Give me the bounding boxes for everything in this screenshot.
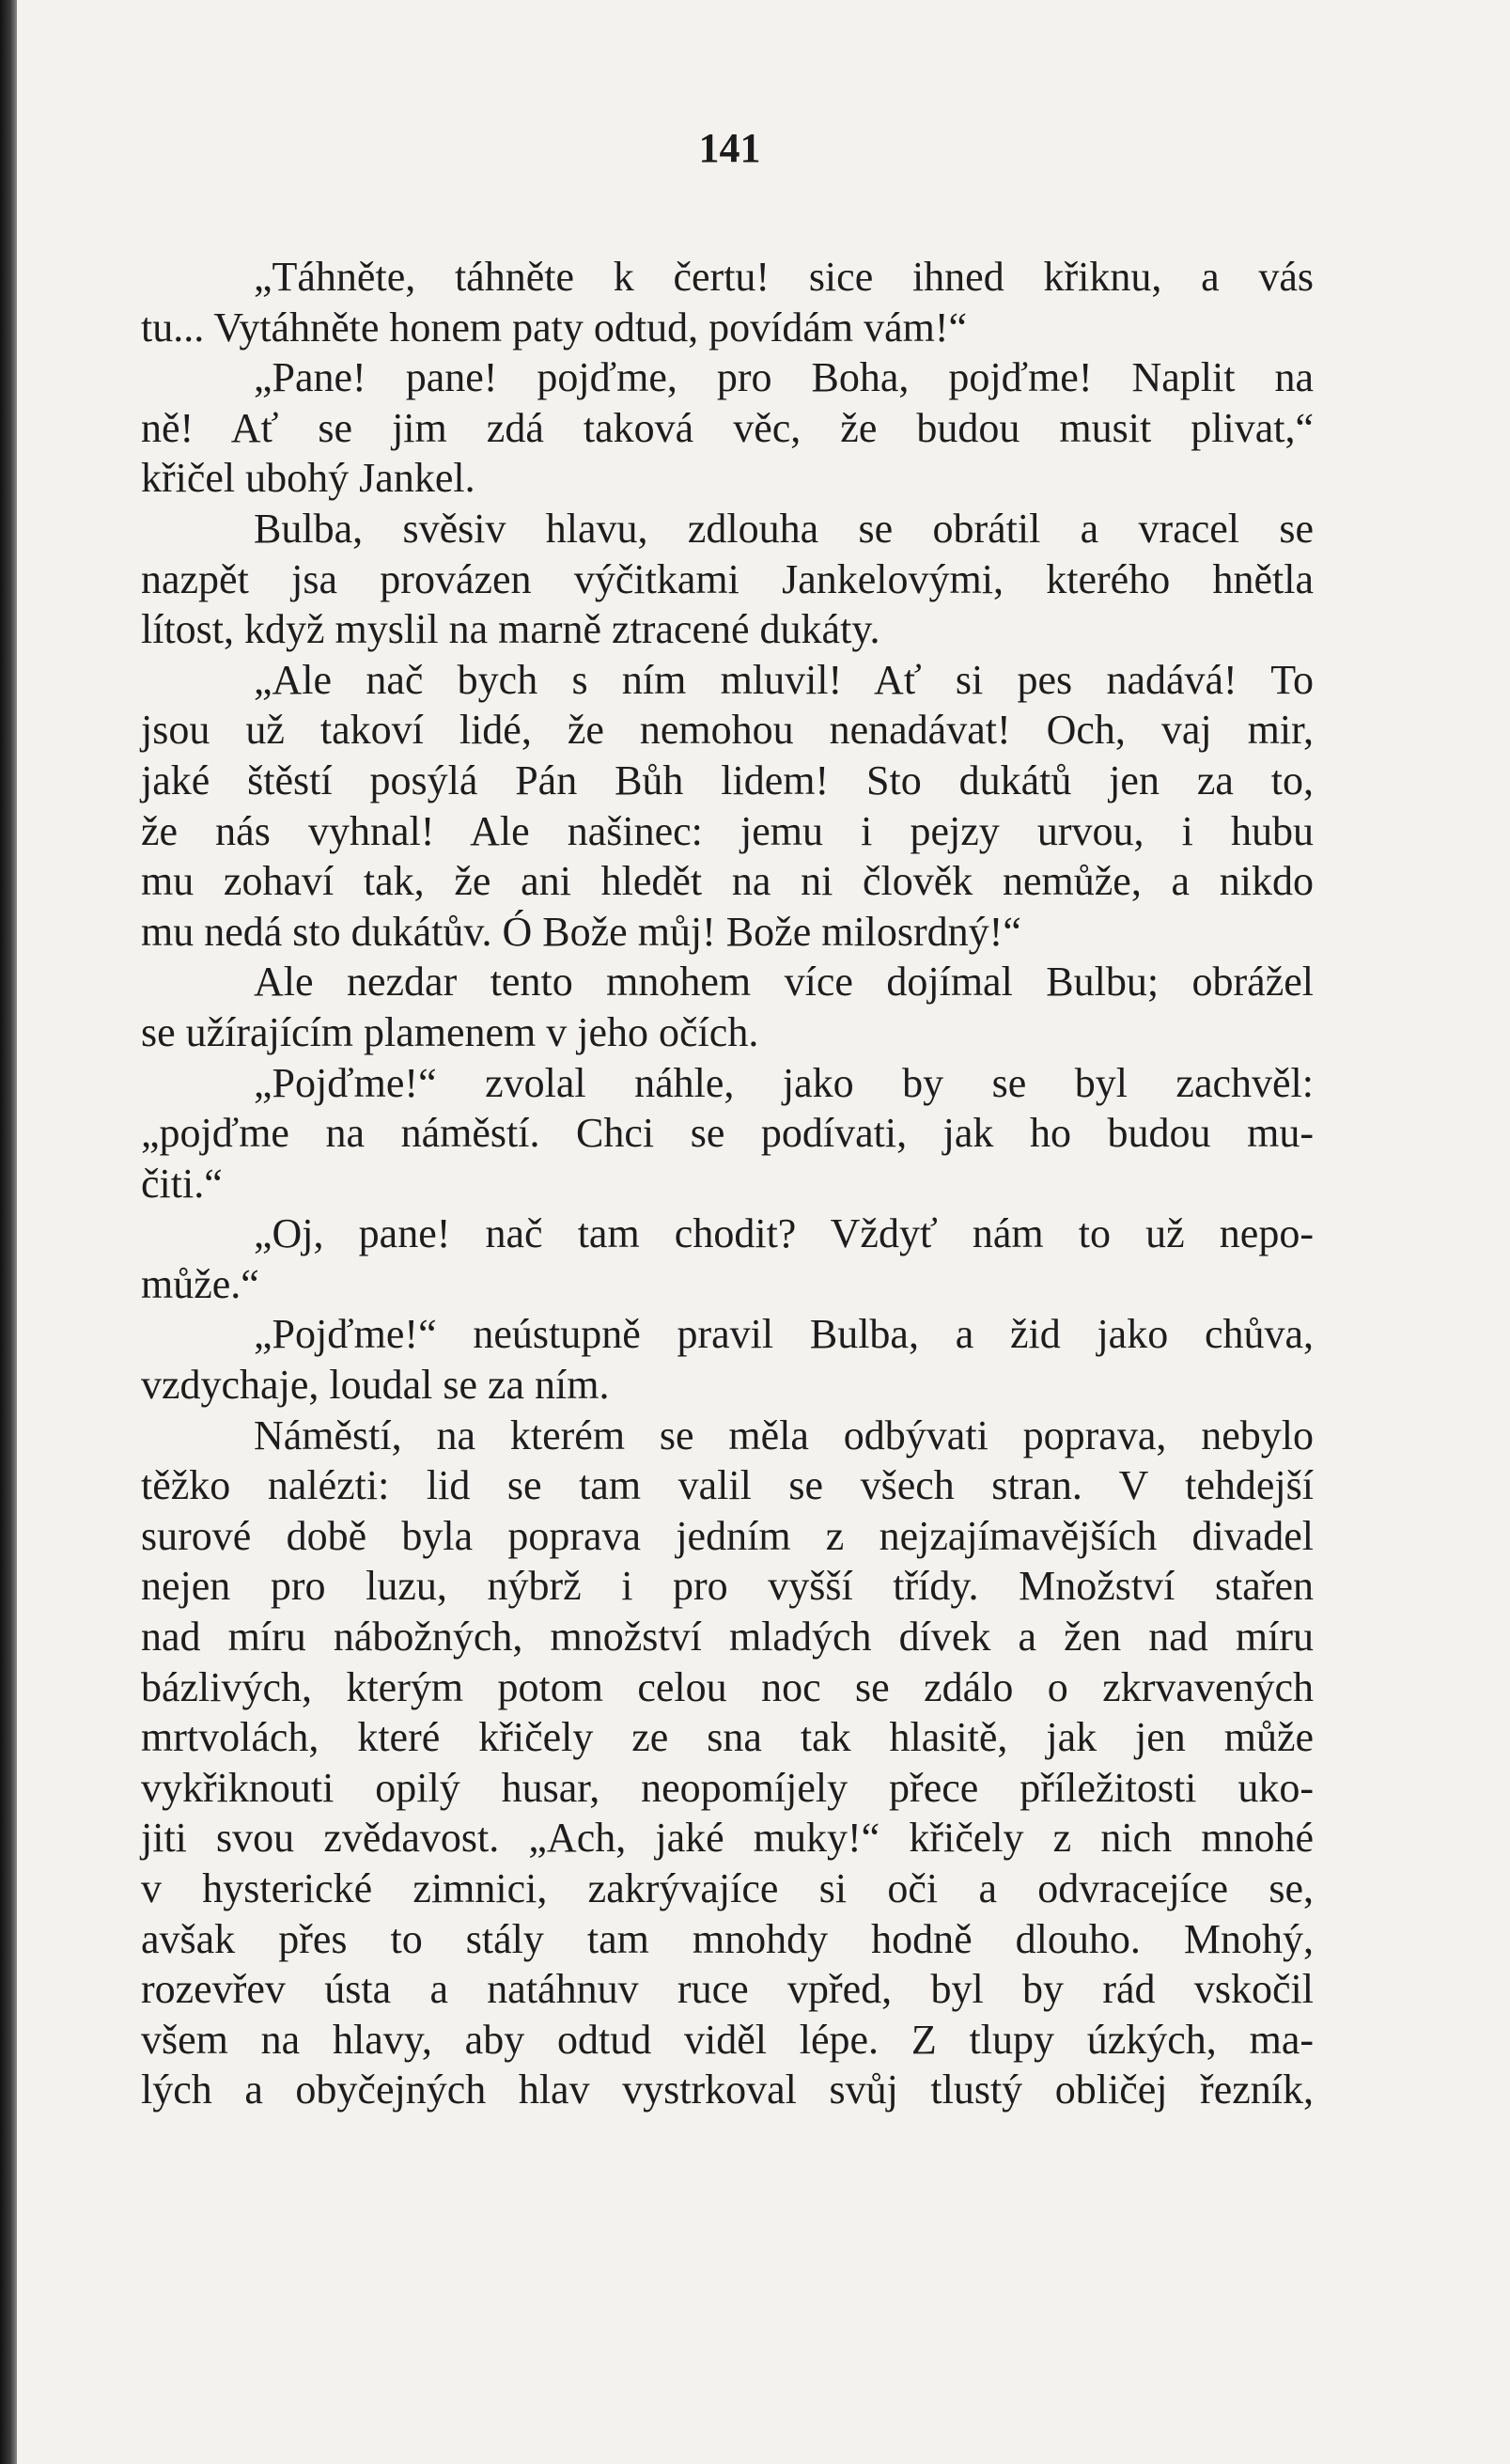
text-line: vzdychaje, loudal se za ním. [141, 1362, 610, 1409]
text-line: nad míru nábožných, množství mladých dívek a žen nad míru [141, 1614, 1314, 1661]
text-line: surové době byla poprava jedním z nejzajímavějších divadel [141, 1512, 1314, 1559]
text-line: v hysterické zimnici, zakrývajíce si oči a odvracejíce se, [141, 1865, 1314, 1911]
text-line: mu zohaví tak, že ani hledět na ni člověk nemůže, a nikdo [141, 858, 1314, 905]
text-line: nejen pro luzu, nýbrž i pro vyšší třídy. Množství stařen [141, 1563, 1314, 1610]
text-line: jaké štěstí posýlá Pán Bůh lidem! Sto dukátů jen za to, [141, 756, 1314, 803]
text-line: „Pojďme!“ zvolal náhle, jako by se byl zachvěl: [254, 1059, 1314, 1106]
text-line: čiti.“ [141, 1160, 223, 1207]
text-line: „Pojďme!“ neústupně pravil Bulba, a žid jako chůva, [254, 1311, 1314, 1358]
text-line: lítost, když myslil na marně ztracené dukáty. [141, 606, 880, 653]
text-line: tu... Vytáhněte honem paty odtud, povídám vám!“ [141, 304, 968, 351]
book-spine-shadow [0, 0, 17, 2464]
text-line: „pojďme na náměstí. Chci se podívati, jak ho budou mu- [141, 1110, 1314, 1157]
text-line: „Pane! pane! pojďme, pro Boha, pojďme! Naplit na [254, 354, 1314, 401]
text-line: lých a obyčejných hlav vystrkoval svůj tlustý obličej řezník, [141, 2066, 1314, 2113]
text-line: jsou už takoví lidé, že nemohou nenadávat! Och, vaj mir, [141, 707, 1314, 754]
text-line: Náměstí, na kterém se měla odbývati poprava, nebylo [254, 1411, 1314, 1458]
text-line: Bulba, svěsiv hlavu, zdlouha se obrátil a vracel se [254, 505, 1314, 552]
text-line: se užírajícím plamenem v jeho očích. [141, 1008, 759, 1055]
text-line: rozevřev ústa a natáhnuv ruce vpřed, byl by rád vskočil [141, 1966, 1314, 2013]
text-line: avšak přes to stály tam mnohdy hodně dlouho. Mnohý, [141, 1915, 1314, 1962]
text-line: „Ale nač bych s ním mluvil! Ať si pes nadává! To [254, 656, 1314, 703]
text-line: „Táhněte, táhněte k čertu! sice ihned křiknu, a vás [254, 254, 1314, 300]
text-line: ně! Ať se jim zdá taková věc, že budou musit plivat,“ [141, 404, 1314, 451]
text-line: těžko nalézti: lid se tam valil se všech stran. V tehdejší [141, 1462, 1314, 1509]
page-number: 141 [698, 125, 761, 171]
text-line: jiti svou zvědavost. „Ach, jaké muky!“ křičely z nich mnohé [141, 1815, 1314, 1862]
text-line: mu nedá sto dukátův. Ó Bože můj! Bože milosrdný!“ [141, 908, 1021, 955]
text-line: vykřiknouti opilý husar, neopomíjely přece příležitosti uko- [141, 1764, 1314, 1811]
text-line: může.“ [141, 1260, 259, 1307]
page-text [141, 252, 1314, 2115]
text-line: že nás vyhnal! Ale našinec: jemu i pejzy urvou, i hubu [141, 807, 1314, 854]
text-line: nazpět jsa provázen výčitkami Jankelovými, kterého hnětla [141, 555, 1314, 602]
text-line: Ale nezdar tento mnohem více dojímal Bulbu; obrážel [254, 959, 1314, 1006]
text-line: „Oj, pane! nač tam chodit? Vždyť nám to už nepo- [254, 1210, 1314, 1257]
text-line: křičel ubohý Jankel. [141, 455, 475, 502]
text-line: všem na hlavy, aby odtud viděl lépe. Z tlupy úzkých, ma- [141, 2016, 1314, 2063]
book-page [17, 0, 1510, 2464]
text-line: mrtvolách, které křičely ze sna tak hlasitě, jak jen může [141, 1714, 1314, 1761]
text-line: bázlivých, kterým potom celou noc se zdálo o zkrvavených [141, 1663, 1314, 1710]
